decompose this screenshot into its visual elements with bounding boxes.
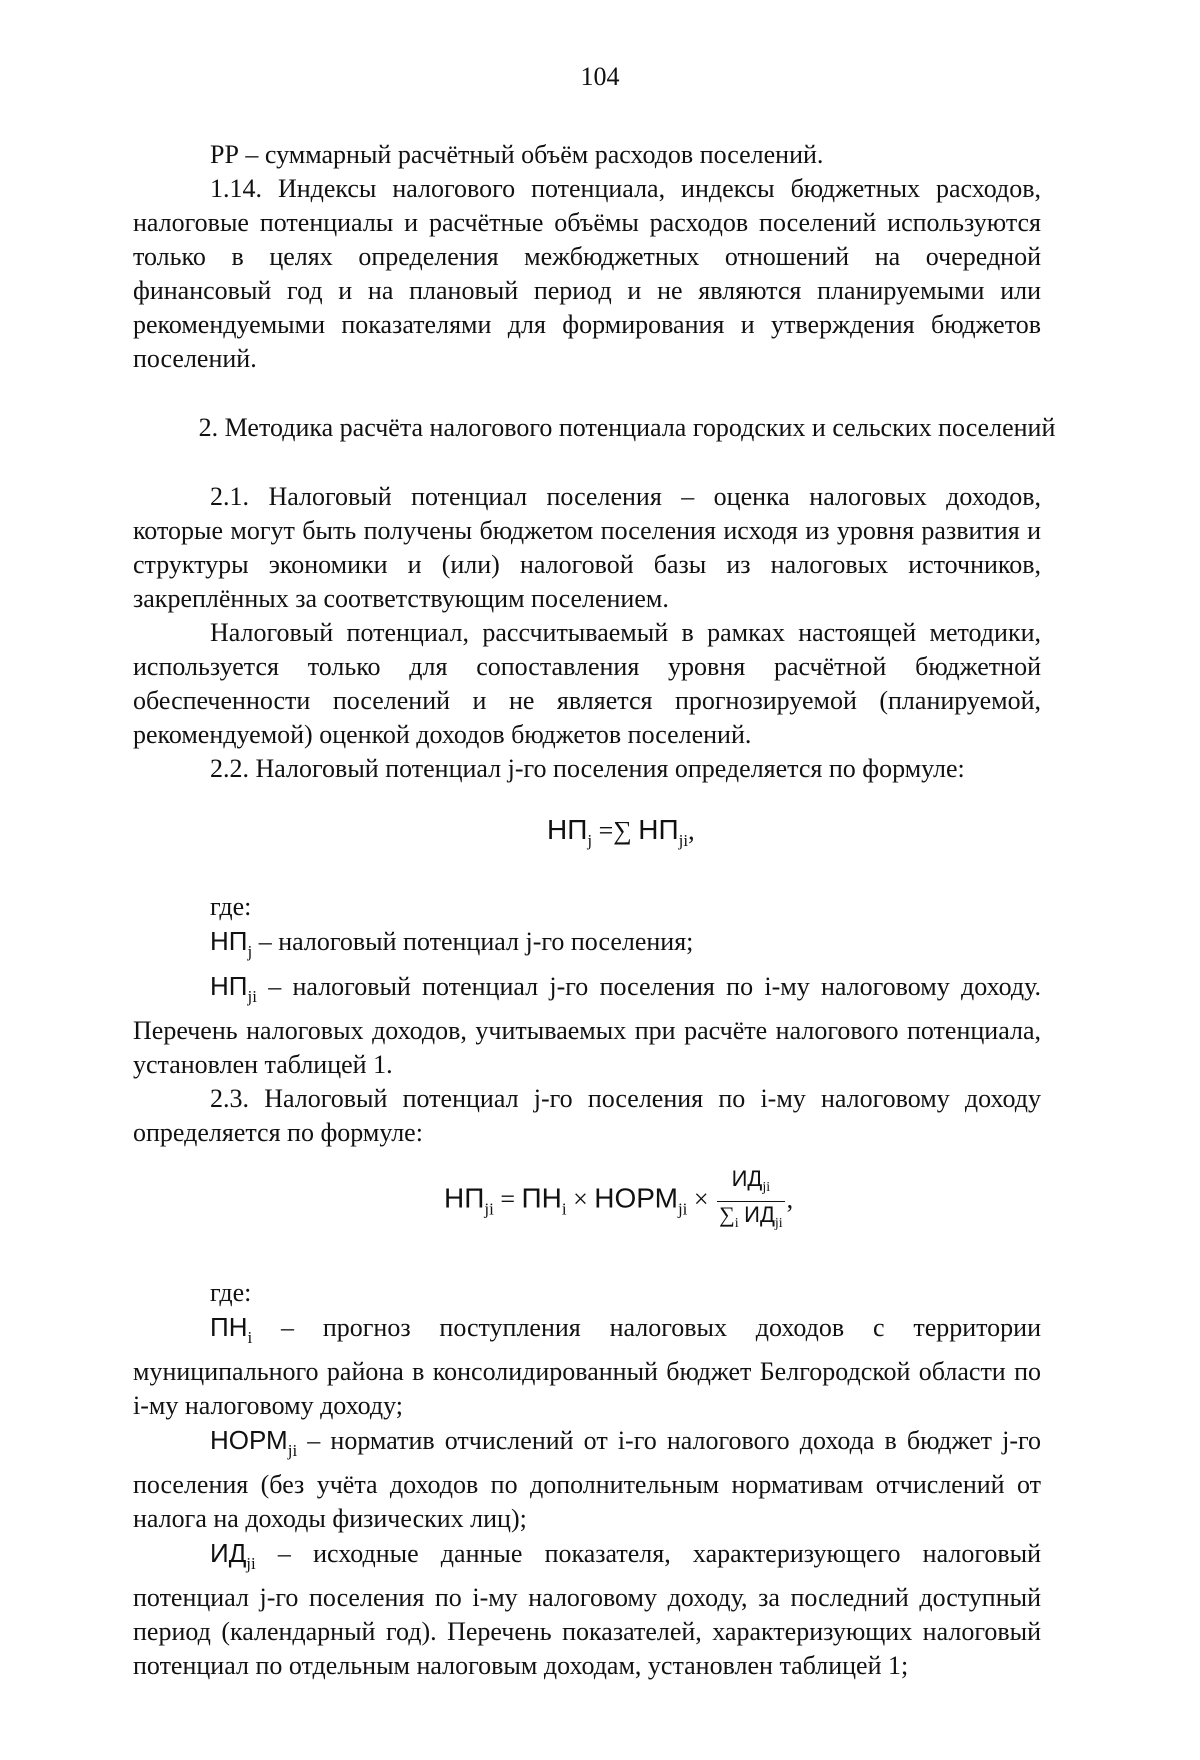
def-pn-symbol: ПН bbox=[210, 1312, 248, 1342]
formula2-den-sum-sub: i bbox=[734, 1216, 739, 1231]
def-norm-text: – норматив отчислений от i-го налогового дохода в бюджет j-го поселения (без учёта доходов по дополнительным нормативам отчислений от налога на доходы физических лиц); bbox=[133, 1426, 1041, 1533]
paragraph-rr: РР – суммарный расчётный объём расходов поселений. bbox=[210, 140, 824, 169]
formula2-tail: , bbox=[786, 1184, 794, 1214]
definition-id bbox=[133, 1536, 1041, 1683]
definition-norm bbox=[133, 1423, 1041, 1536]
def-pn-sub: i bbox=[247, 1328, 253, 1347]
def-np-j-sub: j bbox=[247, 942, 253, 961]
def-np-j-text: – налоговый потенциал j-го поселения; bbox=[252, 927, 694, 956]
def-norm-symbol: НОРМ bbox=[210, 1425, 288, 1455]
formula1-lhs: НП bbox=[547, 814, 588, 845]
def-id-text: – исходные данные показателя, характеризующего налоговый потенциал j-го поселения по i-му налоговому доходу, за последний доступный период (календарный год). Перечень показателей, характеризующих налоговый потенциал по отдельным налоговым доходам, установлен таблицей 1; bbox=[133, 1539, 1041, 1680]
formula1-eq-sum: =∑ bbox=[592, 816, 639, 845]
def-np-ji-sub: ji bbox=[247, 987, 257, 1006]
paragraph-2-3: 2.3. Налоговый потенциал j-го поселения по i-му налоговому доходу определяется по формуле: bbox=[133, 1084, 1041, 1147]
formula2-num-id: ИД bbox=[731, 1166, 763, 1191]
formula2-pn: ПН bbox=[521, 1182, 562, 1214]
formula2-num-sub: ji bbox=[762, 1180, 771, 1195]
formula2-norm: НОРМ bbox=[594, 1182, 678, 1214]
def-norm-sub: ji bbox=[287, 1441, 298, 1460]
def-np-ji-text: – налоговый потенциал j-го поселения по i-му налоговому доходу. Перечень налоговых доходов, учитываемых при расчёте налогового потенциала, установлен таблицей 1. bbox=[133, 972, 1041, 1079]
def-id-sub: ji bbox=[246, 1554, 256, 1573]
formula1-lhs-sub: j bbox=[587, 831, 593, 850]
where-label-2: где: bbox=[210, 1278, 252, 1307]
definition-pn bbox=[133, 1310, 1041, 1423]
paragraph-2-2: 2.2. Налоговый потенциал j-го поселения определяется по формуле: bbox=[210, 754, 965, 783]
paragraph-1-14: 1.14. Индексы налогового потенциала, индексы бюджетных расходов, налоговые потенциалы и расчётные объёмы расходов поселений используются только в целях определения межбюджетных отношений на очередной финансовый год и на плановый период и не являются планируемыми или рекомендуемыми показателями для формирования и утверждения бюджетов поселений. bbox=[133, 174, 1041, 373]
def-np-ji-symbol: НП bbox=[210, 971, 248, 1001]
section-2-heading: 2. Методика расчёта налогового потенциала городских и сельских поселений bbox=[198, 413, 1056, 442]
def-pn-text: – прогноз поступления налоговых доходов с территории муниципального района в консолидированный бюджет Белгородской области по i-му налоговому доходу; bbox=[133, 1313, 1041, 1420]
section-2-body bbox=[133, 480, 1041, 786]
formula2-times-2: × bbox=[687, 1184, 716, 1214]
paragraph-2-1: 2.1. Налоговый потенциал поселения – оценка налоговых доходов, которые могут быть получены бюджетом поселения исходя из уровня развития и структуры экономики и (или) налоговой базы из налоговых источников, закреплённых за соответствующим поселением. bbox=[133, 482, 1041, 613]
formula2-times-1: × bbox=[566, 1184, 595, 1214]
definition-np-ji bbox=[133, 969, 1041, 1082]
formula2-lhs: НП bbox=[444, 1182, 485, 1214]
formula2-den-sum: ∑ bbox=[719, 1202, 735, 1227]
formula-np-ji bbox=[444, 1166, 793, 1237]
def-np-j-symbol: НП bbox=[210, 926, 248, 956]
where-label-1: где: bbox=[210, 892, 252, 921]
formula2-den-sub: ji bbox=[774, 1216, 783, 1231]
formula2-pn-sub: i bbox=[561, 1199, 567, 1219]
formula1-rhs-sub: ji bbox=[678, 831, 689, 850]
def-id-symbol: ИД bbox=[210, 1538, 247, 1568]
definitions-2 bbox=[133, 1276, 1041, 1683]
formula2-norm-sub: ji bbox=[677, 1199, 688, 1219]
definition-np-j bbox=[133, 924, 1041, 969]
formula2-den-id: ИД bbox=[744, 1202, 775, 1227]
formula2-eq: = bbox=[493, 1184, 522, 1214]
formula1-tail: , bbox=[688, 816, 695, 845]
formula2-fraction bbox=[717, 1166, 785, 1237]
formula-np-j bbox=[547, 814, 695, 851]
formula2-lhs-sub: ji bbox=[484, 1199, 494, 1219]
section-1-end bbox=[133, 138, 1041, 376]
formula2-numerator bbox=[717, 1166, 785, 1202]
formula2-denominator bbox=[717, 1202, 785, 1237]
formula1-rhs: НП bbox=[638, 814, 679, 845]
paragraph-2-1-note: Налоговый потенциал, рассчитываемый в рамках настоящей методики, используется только для сопоставления уровня расчётной бюджетной обеспеченности поселений и не является прогнозируемой (планируемой, рекомендуемой) оценкой доходов бюджетов поселений. bbox=[133, 618, 1041, 749]
definitions-1 bbox=[133, 890, 1041, 1150]
page-number: 104 bbox=[580, 62, 620, 91]
